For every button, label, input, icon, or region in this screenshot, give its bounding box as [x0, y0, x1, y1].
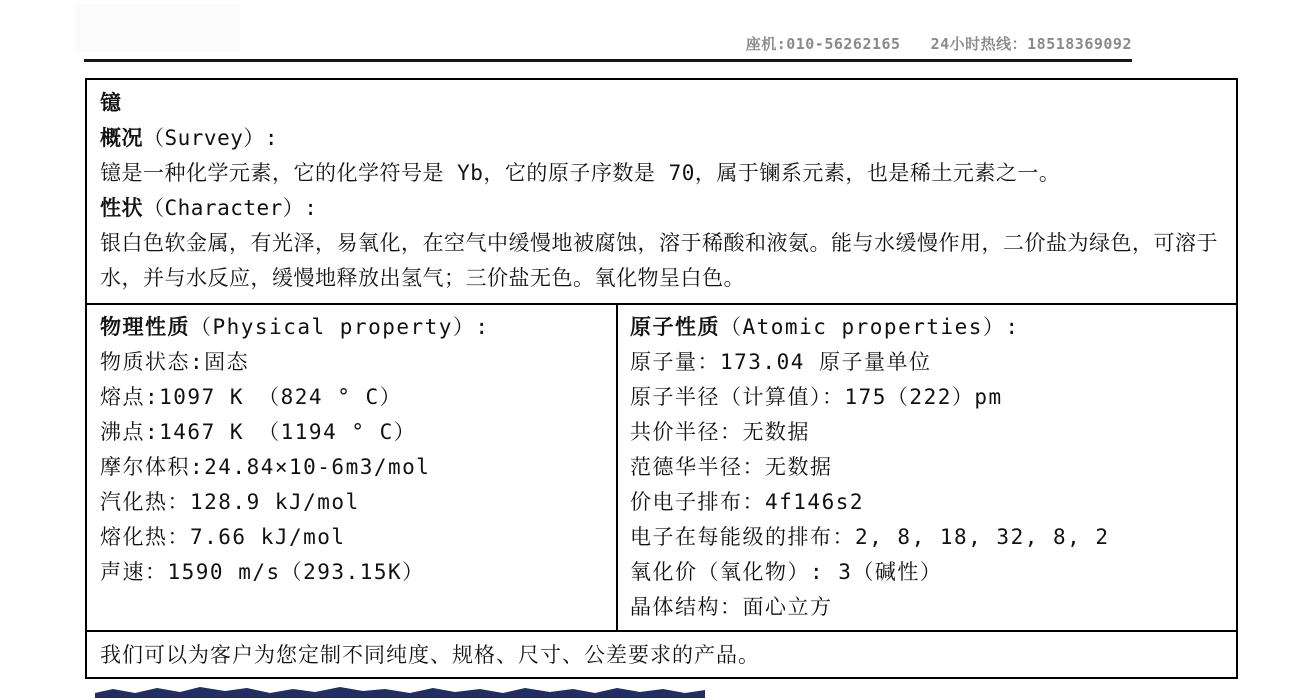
character-label-en: （Character）: — [143, 196, 318, 220]
atomic-label-en: （Atomic properties）: — [720, 315, 1020, 339]
landline-number: 座机:010-56262165 — [745, 35, 901, 53]
torn-edge-decoration — [95, 684, 705, 698]
intro-section — [87, 80, 1236, 303]
element-title: 镱 — [100, 91, 122, 115]
atomic-properties-column — [618, 305, 1236, 630]
header-divider — [84, 59, 1132, 62]
atomic-row-valence-electrons: 价电子排布：4f146s2 — [630, 490, 865, 514]
header-contact — [746, 33, 1132, 54]
character-text: 银白色软金属，有光泽，易氧化，在空气中缓慢地被腐蚀，溶于稀酸和液氨。能与水缓慢作用，二价盐为绿色，可溶于水，并与水反应，缓慢地释放出氢气；三价盐无色。氧化物呈白色。 — [100, 231, 1218, 290]
atomic-row-covalent-radius: 共价半径：无数据 — [630, 420, 810, 444]
physical-row-melting-point: 熔点:1097 K （824 ° C） — [100, 385, 403, 409]
character-heading — [100, 191, 1222, 226]
atomic-label: 原子性质 — [630, 315, 720, 339]
physical-row-speed-of-sound: 声速：1590 m/s（293.15K） — [100, 560, 425, 584]
character-label: 性状 — [100, 196, 143, 220]
physical-row-molar-volume: 摩尔体积:24.84×10-6m3/mol — [100, 455, 431, 479]
survey-label-en: （Survey）: — [143, 126, 279, 150]
survey-text: 镱是一种化学元素，它的化学符号是 Yb，它的原子序数是 70，属于镧系元素，也是稀土元素之一。 — [100, 161, 1061, 185]
atomic-row-atomic-weight: 原子量：173.04 原子量单位 — [630, 350, 932, 374]
properties-section — [87, 303, 1236, 630]
physical-label-en: （Physical property）: — [190, 315, 490, 339]
atomic-row-electron-levels: 电子在每能级的排布：2, 8, 18, 32, 8, 2 — [630, 525, 1110, 549]
atomic-row-vdw-radius: 范德华半径：无数据 — [630, 455, 833, 479]
physical-properties-column — [87, 305, 618, 630]
physical-heading — [100, 310, 606, 345]
survey-label: 概况 — [100, 126, 143, 150]
survey-heading — [100, 121, 1222, 156]
hotline-number: 24小时热线：18518369092 — [930, 35, 1132, 53]
atomic-row-atomic-radius: 原子半径（计算值）：175（222）pm — [630, 385, 1003, 409]
physical-row-boiling-point: 沸点:1467 K （1194 ° C） — [100, 420, 417, 444]
physical-label: 物理性质 — [100, 315, 190, 339]
atomic-row-oxidation-state: 氧化价（氧化物）: 3（碱性） — [630, 560, 943, 584]
element-info-table — [85, 78, 1238, 679]
atomic-row-crystal-structure: 晶体结构：面心立方 — [630, 595, 833, 619]
atomic-heading — [630, 310, 1226, 345]
physical-row-state: 物质状态:固态 — [100, 350, 250, 374]
customization-note: 我们可以为客户为您定制不同纯度、规格、尺寸、公差要求的产品。 — [87, 630, 1236, 678]
physical-row-heat-fusion: 熔化热：7.66 kJ/mol — [100, 525, 346, 549]
logo-placeholder — [75, 4, 240, 52]
physical-row-heat-vaporization: 汽化热：128.9 kJ/mol — [100, 490, 360, 514]
